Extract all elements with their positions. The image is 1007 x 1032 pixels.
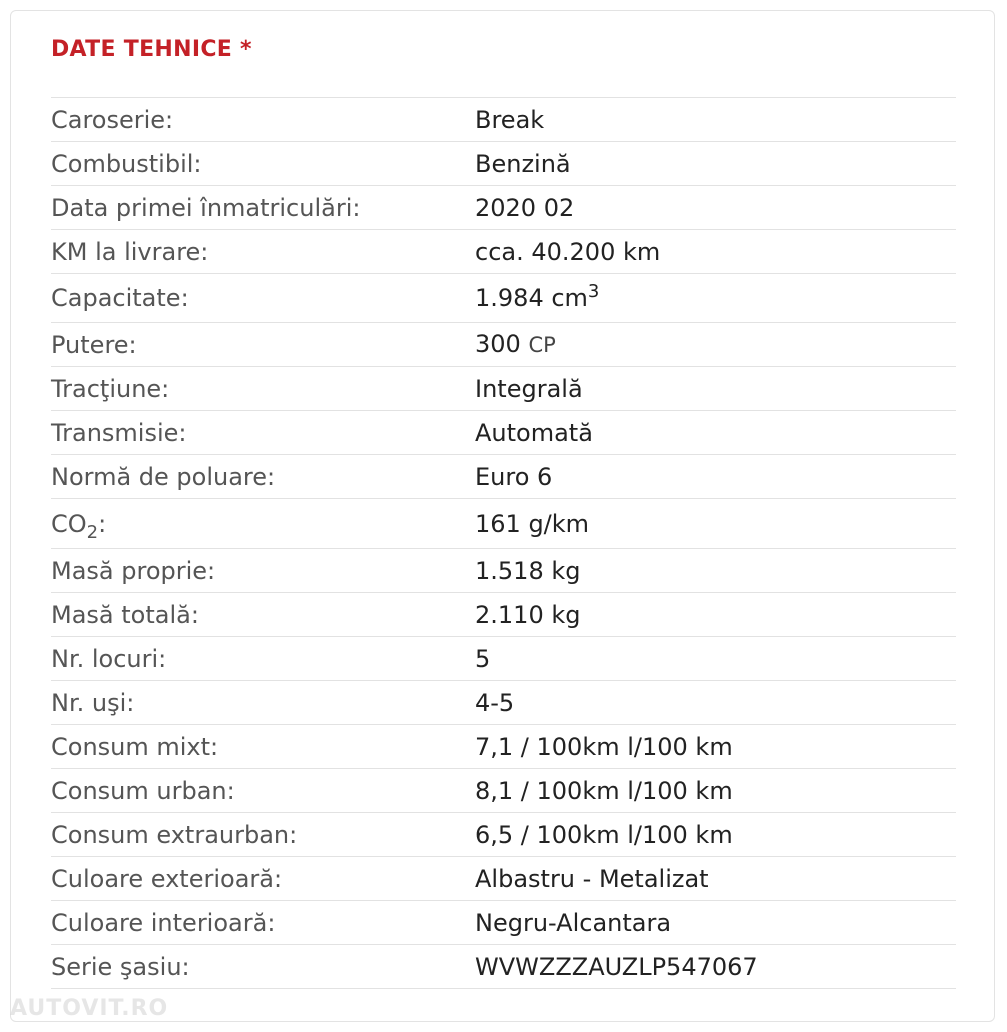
section-title: DATE TEHNICE * bbox=[51, 37, 252, 62]
spec-row-consumption-mixed bbox=[51, 725, 956, 769]
specs-table bbox=[51, 97, 956, 989]
spec-row-body-type bbox=[51, 98, 956, 142]
spec-value: 161 g/km bbox=[475, 499, 956, 549]
spec-value: Integrală bbox=[475, 367, 956, 411]
spec-row-transmission bbox=[51, 411, 956, 455]
spec-value: Break bbox=[475, 98, 956, 142]
spec-row-consumption-urban bbox=[51, 769, 956, 813]
spec-value: 7,1 / 100km l/100 km bbox=[475, 725, 956, 769]
spec-value: Negru-Alcantara bbox=[475, 901, 956, 945]
spec-label: Consum extraurban: bbox=[51, 813, 475, 857]
spec-row-traction bbox=[51, 367, 956, 411]
spec-row-total-weight bbox=[51, 593, 956, 637]
spec-row-emission-norm bbox=[51, 455, 956, 499]
spec-value: 1.518 kg bbox=[475, 549, 956, 593]
watermark-logo: AUTOVIT.RO bbox=[10, 996, 169, 1021]
spec-row-vin bbox=[51, 945, 956, 989]
capacity-value: 1.984 cm bbox=[475, 284, 588, 312]
spec-label: Putere: bbox=[51, 323, 475, 367]
spec-row-co2 bbox=[51, 499, 956, 549]
spec-label: Masă proprie: bbox=[51, 549, 475, 593]
spec-label: Data primei înmatriculări: bbox=[51, 186, 475, 230]
spec-value: Albastru - Metalizat bbox=[475, 857, 956, 901]
spec-row-exterior-color bbox=[51, 857, 956, 901]
spec-label: Masă totală: bbox=[51, 593, 475, 637]
spec-value: WVWZZZAUZLP547067 bbox=[475, 945, 956, 989]
spec-label: Tracţiune: bbox=[51, 367, 475, 411]
spec-label: Combustibil: bbox=[51, 142, 475, 186]
spec-label: Normă de poluare: bbox=[51, 455, 475, 499]
spec-value: 2.110 kg bbox=[475, 593, 956, 637]
spec-label: Culoare interioară: bbox=[51, 901, 475, 945]
spec-row-curb-weight bbox=[51, 549, 956, 593]
spec-row-registration-date bbox=[51, 186, 956, 230]
spec-label: Nr. locuri: bbox=[51, 637, 475, 681]
spec-value: Benzină bbox=[475, 142, 956, 186]
spec-value: 5 bbox=[475, 637, 956, 681]
spec-row-consumption-extraurban bbox=[51, 813, 956, 857]
spec-row-mileage bbox=[51, 230, 956, 274]
spec-row-doors bbox=[51, 681, 956, 725]
co2-label: CO bbox=[51, 509, 87, 538]
spec-label: Serie şasiu: bbox=[51, 945, 475, 989]
spec-value: 6,5 / 100km l/100 km bbox=[475, 813, 956, 857]
technical-data-card bbox=[10, 10, 995, 1022]
spec-row-power bbox=[51, 323, 956, 367]
spec-label: Culoare exterioară: bbox=[51, 857, 475, 901]
spec-value: Euro 6 bbox=[475, 455, 956, 499]
spec-label bbox=[51, 499, 475, 549]
power-value: 300 bbox=[475, 330, 521, 358]
spec-label: Consum urban: bbox=[51, 769, 475, 813]
spec-label: Transmisie: bbox=[51, 411, 475, 455]
spec-row-capacity bbox=[51, 274, 956, 323]
power-unit: CP bbox=[528, 333, 556, 357]
spec-label: Nr. uşi: bbox=[51, 681, 475, 725]
spec-label: Capacitate: bbox=[51, 274, 475, 323]
spec-value: 4-5 bbox=[475, 681, 956, 725]
capacity-exponent: 3 bbox=[587, 281, 600, 302]
spec-value: 8,1 / 100km l/100 km bbox=[475, 769, 956, 813]
spec-value bbox=[475, 323, 956, 367]
spec-label: KM la livrare: bbox=[51, 230, 475, 274]
spec-row-seats bbox=[51, 637, 956, 681]
co2-label-suffix: : bbox=[98, 509, 107, 538]
spec-value: Automată bbox=[475, 411, 956, 455]
spec-label: Consum mixt: bbox=[51, 725, 475, 769]
spec-value: 2020 02 bbox=[475, 186, 956, 230]
spec-value: cca. 40.200 km bbox=[475, 230, 956, 274]
co2-subscript: 2 bbox=[86, 521, 99, 543]
spec-row-interior-color bbox=[51, 901, 956, 945]
spec-row-fuel bbox=[51, 142, 956, 186]
spec-value bbox=[475, 274, 956, 323]
spec-label: Caroserie: bbox=[51, 98, 475, 142]
